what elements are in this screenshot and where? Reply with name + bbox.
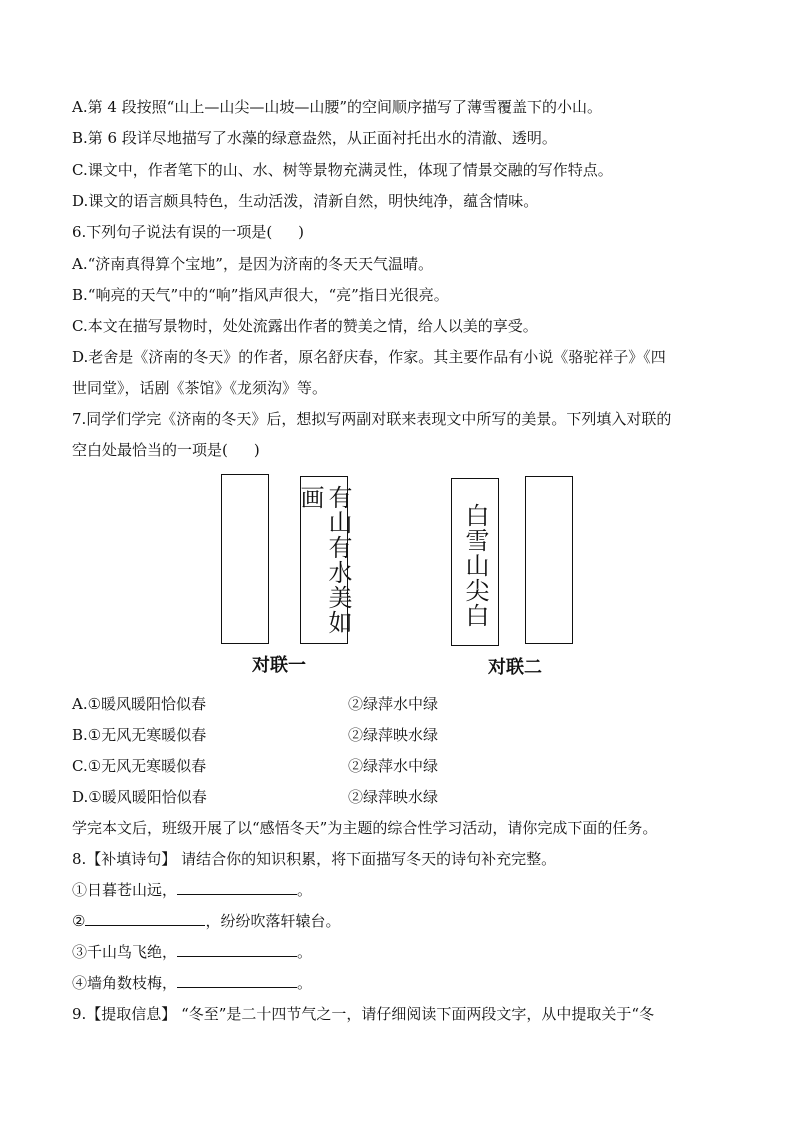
couplet2-blank-scroll [525, 476, 573, 644]
couplet1-given-scroll [296, 476, 352, 644]
q6-option-a: A.“济南真得算个宝地”，是因为济南的冬天天气温晴。 [72, 255, 433, 273]
q8-line-2-text: ，纷纷吹落轩辕台。 [205, 912, 341, 930]
q6-option-c: C.本文在描写景物时，处处流露出作者的赞美之情，给人以美的享受。 [72, 317, 538, 335]
couplet1-caption: 对联一 [252, 655, 306, 676]
q6-stem-close: ) [298, 223, 305, 241]
q7-option-c-left: C.①无风无寒暖似春 [72, 757, 207, 775]
q8-blank-4[interactable] [177, 973, 297, 988]
q7-option-a-right: ②绿萍水中绿 [348, 695, 439, 713]
couplet2-caption: 对联二 [488, 657, 542, 678]
couplet2-text: 白雪山尖白 [461, 503, 489, 628]
q6-stem-text: 6.下列句子说法有误的一项是( [72, 223, 273, 241]
q8-line-1-text: ①日暮苍山远， [72, 881, 178, 899]
q7-option-a-left: A.①暖风暖阳恰似春 [72, 695, 207, 713]
q7-stem-line2 [72, 440, 260, 460]
q7-option-d-right: ②绿萍映水绿 [348, 788, 439, 806]
q7-stem-close: ) [253, 441, 260, 459]
q8-blank-3[interactable] [177, 942, 297, 957]
q7-option-d-left: D.①暖风暖阳恰似春 [72, 788, 207, 806]
q7-option-b-left: B.①无风无寒暖似春 [72, 726, 207, 744]
q8-line-4 [72, 973, 312, 993]
q8-stem: 8.【补填诗句】 请结合你的知识积累，将下面描写冬天的诗句补充完整。 [72, 850, 557, 868]
q8-line-3-text: ③千山鸟飞绝， [72, 943, 178, 961]
q6-option-d-line2: 世同堂》，话剧《茶馆》《龙须沟》等。 [72, 379, 328, 397]
q8-line-1 [72, 880, 312, 900]
q6-option-d-line1: D.老舍是《济南的冬天》的作者，原名舒庆春，作家。其主要作品有小说《骆驼祥子》《四 [72, 348, 666, 366]
q7-option-c-right: ②绿萍水中绿 [348, 757, 439, 775]
q5-option-d: D.课文的语言颇具特色，生动活泼，清新自然，明快纯净，蕴含情味。 [72, 192, 539, 210]
activity-intro: 学完本文后，班级开展了以“感悟冬天”为主题的综合性学习活动，请你完成下面的任务。 [72, 819, 658, 837]
couplet1-text: 有山有水美如画 [296, 485, 352, 635]
q8-blank-1[interactable] [177, 880, 297, 895]
q8-line-3 [72, 942, 312, 962]
couplet2-given-scroll [451, 478, 499, 646]
q6-option-b: B.“响亮的天气”中的“响”指风声很大，“亮”指日光很亮。 [72, 286, 449, 304]
q8-line-4-text: ④墙角数枝梅， [72, 974, 178, 992]
q8-line-1-end: 。 [297, 881, 313, 899]
q5-option-c: C.课文中，作者笔下的山、水、树等景物充满灵性，体现了情景交融的写作特点。 [72, 161, 613, 179]
couplet1-blank-scroll [221, 474, 269, 644]
q8-line-2-num: ② [72, 912, 86, 930]
q9-stem: 9.【提取信息】 “冬至”是二十四节气之一，请仔细阅读下面两段文字，从中提取关于“冬 [72, 1005, 655, 1023]
q8-line-3-end: 。 [297, 943, 313, 961]
q7-option-b-right: ②绿萍映水绿 [348, 726, 439, 744]
q8-line-2 [72, 911, 340, 931]
q6-stem [72, 222, 304, 242]
q8-blank-2[interactable] [85, 911, 205, 926]
q8-line-4-end: 。 [297, 974, 313, 992]
q5-option-a: A.第 4 段按照“山上—山尖—山坡—山腰”的空间顺序描写了薄雪覆盖下的小山。 [72, 98, 603, 116]
q7-stem-line1: 7.同学们学完《济南的冬天》后，想拟写两副对联来表现文中所写的美景。下列填入对联的 [72, 410, 672, 428]
q5-option-b: B.第 6 段详尽地描写了水藻的绿意盎然，从正面衬托出水的清澈、透明。 [72, 129, 557, 147]
q7-stem-text: 空白处最恰当的一项是( [72, 441, 228, 459]
